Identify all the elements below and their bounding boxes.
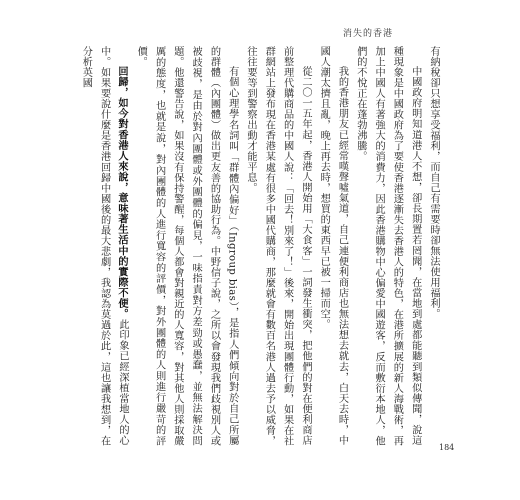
paragraph-6-text: 此印象已經深植當地人的心中。如果要說什麼是香港回歸中國後的最大悲劇，我認為莫過於此，這也讓我想到，在分析英國 — [80, 46, 128, 447]
paragraph-1: 有納稅卻只想享受福利，而自己有需要時卻無法使用福利。 — [428, 46, 439, 319]
running-header: 消失的香港 — [343, 29, 394, 39]
page-number: 184 — [439, 443, 455, 452]
paragraph-3: 我的香港朋友已經常嘆聲噓氣道，自己連便利商店也無法想去就去，白天去時，中國人潮太擠且亂，晚上再去時，想買的東西早已被一掃而空。 — [318, 46, 348, 446]
vertical-text-body — [76, 46, 442, 446]
paragraph-2: 中國政府明知道港人不想，卻長期置若罔聞，在當地到處都能聽到類似傳聞，說這種現象是中國政府為了要使香港逐漸失去香港人的特色，在港所擴展的新人海戰術，再加上中國人有著強大的消費力，因此香港購物中心偏愛中國遊客，反而敷衍本地人，他們的不悅正在蓬勃沸騰。 — [354, 46, 421, 446]
paragraph-6 — [76, 46, 131, 446]
bold-emphasis: 回歸，如今對香港人來說，意味著生活中的實際不便。 — [115, 66, 128, 320]
paragraph-4: 從二〇一五年起，香港人開始用「大食客」一詞發生衝突，把他們的對在便利商店前整理代購商品的中國人說：「回去！別來了！」後來，開始出現團體行動，如果在社群網站上發布現在香港某處有很多中國代購商，那麼就會有數百名港人過去予以威脅，往往要等到警察出動才能平息。 — [245, 46, 311, 446]
paragraph-5: 有個心理學名詞叫「群體內偏好」（Ingroup bias），是指人們傾向對於自己所屬的群體（內團體）做出更友善的協助行為。中野信子說，之所以會發現我們歧視別人或被歧視，是由於對內團體或外團體的偏見，一味指責對方差勁或愚蠢，並無法解決問題。他還警告說，如果沒有保持警醒，每個人都會對親近的人寬容，對其他人則採取嚴厲的態度，也就是說，對內團體的人進行寬容的評價，對外團體的人則進行嚴苛的評價。 — [135, 46, 238, 446]
